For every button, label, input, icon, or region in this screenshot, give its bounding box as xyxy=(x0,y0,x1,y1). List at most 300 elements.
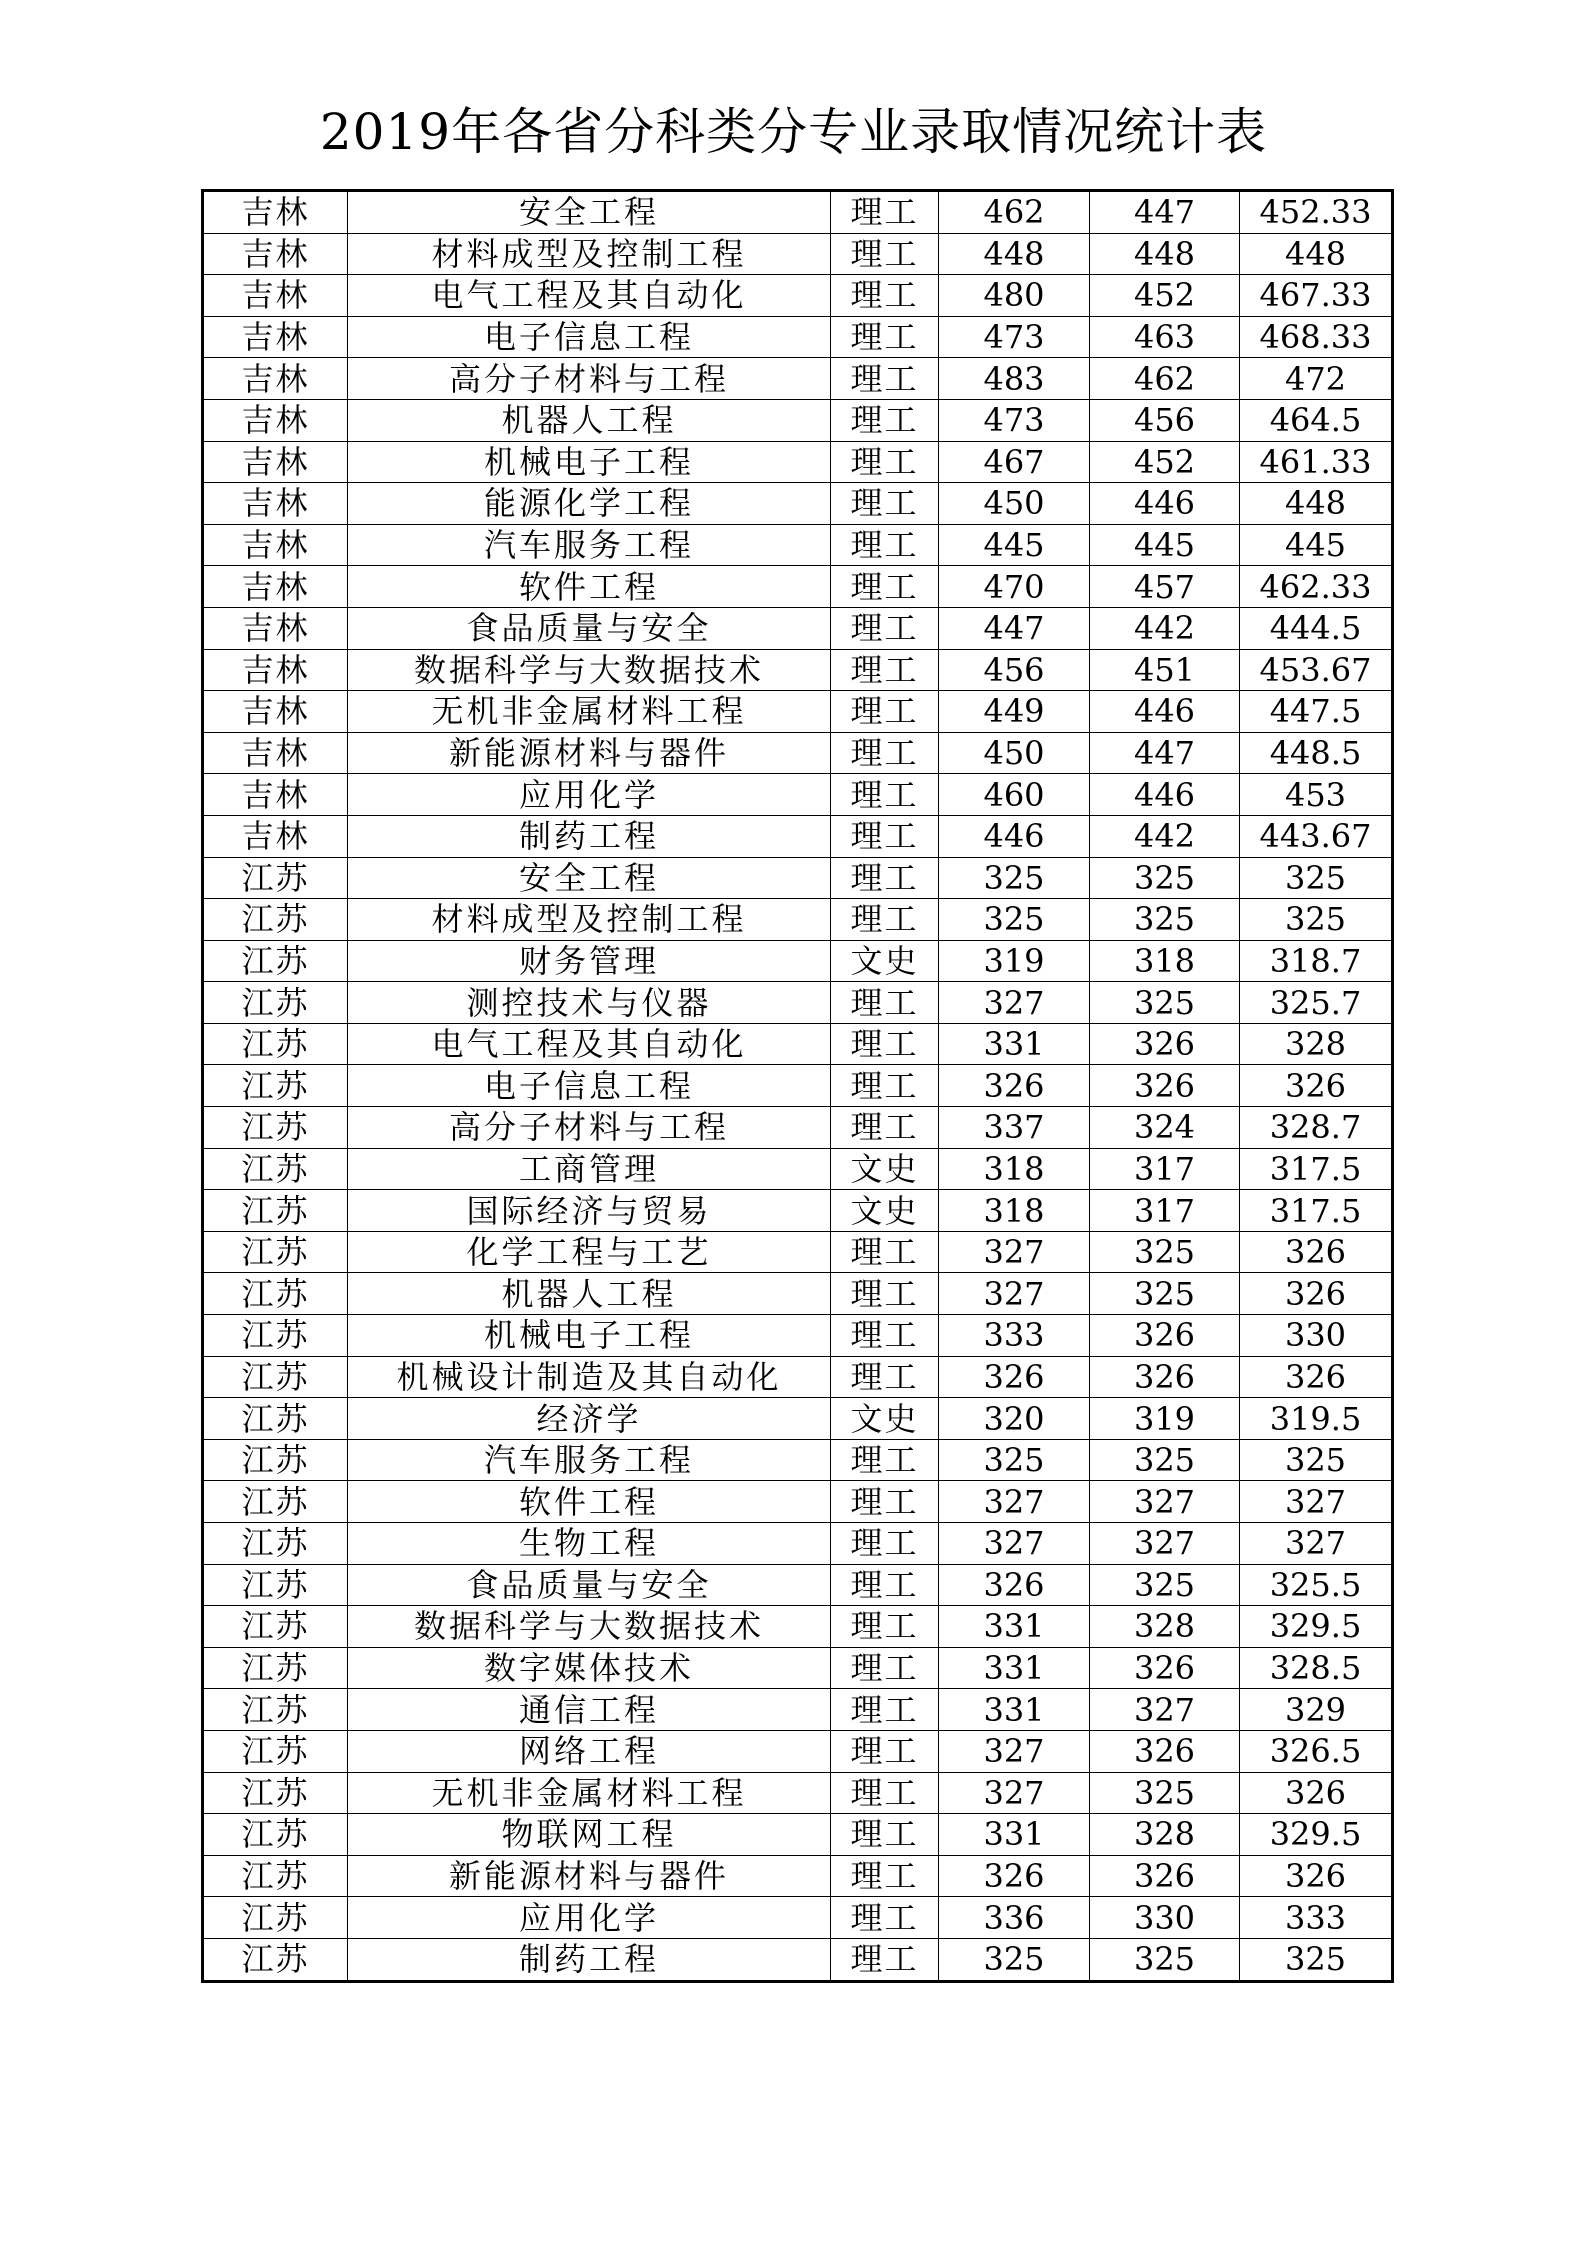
min-score-cell: 325 xyxy=(1090,1772,1240,1814)
table-row xyxy=(203,815,1393,857)
province-cell: 江苏 xyxy=(203,857,348,899)
province-cell: 江苏 xyxy=(203,1689,348,1731)
province-cell: 江苏 xyxy=(203,1897,348,1939)
max-score-cell: 331 xyxy=(939,1689,1090,1731)
table-row xyxy=(203,691,1393,733)
province-cell: 江苏 xyxy=(203,1772,348,1814)
max-score-cell: 325 xyxy=(939,1439,1090,1481)
min-score-cell: 447 xyxy=(1090,191,1240,234)
province-cell: 吉林 xyxy=(203,566,348,608)
category-cell: 理工 xyxy=(831,1606,939,1648)
table-row xyxy=(203,1065,1393,1107)
table-row xyxy=(203,1564,1393,1606)
max-score-cell: 325 xyxy=(939,857,1090,899)
max-score-cell: 480 xyxy=(939,275,1090,317)
table-row xyxy=(203,1938,1393,1981)
province-cell: 江苏 xyxy=(203,1439,348,1481)
major-cell: 经济学 xyxy=(348,1398,831,1440)
table-row xyxy=(203,1273,1393,1315)
category-cell: 理工 xyxy=(831,1647,939,1689)
major-cell: 无机非金属材料工程 xyxy=(348,691,831,733)
max-score-cell: 327 xyxy=(939,1481,1090,1523)
max-score-cell: 450 xyxy=(939,732,1090,774)
province-cell: 江苏 xyxy=(203,1065,348,1107)
table-row xyxy=(203,1148,1393,1190)
min-score-cell: 452 xyxy=(1090,275,1240,317)
table-row xyxy=(203,1023,1393,1065)
table-row xyxy=(203,649,1393,691)
major-cell: 电子信息工程 xyxy=(348,316,831,358)
major-cell: 化学工程与工艺 xyxy=(348,1231,831,1273)
min-score-cell: 326 xyxy=(1090,1065,1240,1107)
province-cell: 江苏 xyxy=(203,1481,348,1523)
max-score-cell: 336 xyxy=(939,1897,1090,1939)
avg-score-cell: 326 xyxy=(1240,1772,1393,1814)
category-cell: 理工 xyxy=(831,1231,939,1273)
avg-score-cell: 448.5 xyxy=(1240,732,1393,774)
min-score-cell: 317 xyxy=(1090,1190,1240,1232)
table-row xyxy=(203,1855,1393,1897)
major-cell: 物联网工程 xyxy=(348,1814,831,1856)
max-score-cell: 445 xyxy=(939,524,1090,566)
table-row xyxy=(203,1647,1393,1689)
major-cell: 数字媒体技术 xyxy=(348,1647,831,1689)
province-cell: 吉林 xyxy=(203,815,348,857)
major-cell: 高分子材料与工程 xyxy=(348,358,831,400)
category-cell: 理工 xyxy=(831,1855,939,1897)
avg-score-cell: 443.67 xyxy=(1240,815,1393,857)
max-score-cell: 450 xyxy=(939,483,1090,525)
table-row xyxy=(203,316,1393,358)
table-row xyxy=(203,607,1393,649)
max-score-cell: 470 xyxy=(939,566,1090,608)
table-row xyxy=(203,233,1393,275)
province-cell: 吉林 xyxy=(203,732,348,774)
min-score-cell: 451 xyxy=(1090,649,1240,691)
min-score-cell: 330 xyxy=(1090,1897,1240,1939)
avg-score-cell: 453.67 xyxy=(1240,649,1393,691)
min-score-cell: 326 xyxy=(1090,1356,1240,1398)
max-score-cell: 483 xyxy=(939,358,1090,400)
province-cell: 江苏 xyxy=(203,1273,348,1315)
table-body xyxy=(203,191,1393,1982)
min-score-cell: 327 xyxy=(1090,1689,1240,1731)
table-row xyxy=(203,275,1393,317)
category-cell: 理工 xyxy=(831,1065,939,1107)
min-score-cell: 325 xyxy=(1090,1273,1240,1315)
category-cell: 理工 xyxy=(831,857,939,899)
avg-score-cell: 318.7 xyxy=(1240,940,1393,982)
category-cell: 文史 xyxy=(831,1398,939,1440)
table-row xyxy=(203,899,1393,941)
min-score-cell: 317 xyxy=(1090,1148,1240,1190)
table-row xyxy=(203,1606,1393,1648)
major-cell: 财务管理 xyxy=(348,940,831,982)
category-cell: 理工 xyxy=(831,1772,939,1814)
category-cell: 理工 xyxy=(831,524,939,566)
avg-score-cell: 333 xyxy=(1240,1897,1393,1939)
province-cell: 吉林 xyxy=(203,233,348,275)
max-score-cell: 326 xyxy=(939,1356,1090,1398)
major-cell: 材料成型及控制工程 xyxy=(348,233,831,275)
major-cell: 无机非金属材料工程 xyxy=(348,1772,831,1814)
major-cell: 通信工程 xyxy=(348,1689,831,1731)
major-cell: 软件工程 xyxy=(348,1481,831,1523)
avg-score-cell: 447.5 xyxy=(1240,691,1393,733)
major-cell: 食品质量与安全 xyxy=(348,607,831,649)
min-score-cell: 442 xyxy=(1090,815,1240,857)
province-cell: 吉林 xyxy=(203,441,348,483)
table-row xyxy=(203,774,1393,816)
major-cell: 能源化学工程 xyxy=(348,483,831,525)
page-title: 2019年各省分科类分专业录取情况统计表 xyxy=(319,103,1268,161)
min-score-cell: 456 xyxy=(1090,399,1240,441)
table-row xyxy=(203,1190,1393,1232)
province-cell: 吉林 xyxy=(203,316,348,358)
table-row xyxy=(203,441,1393,483)
min-score-cell: 326 xyxy=(1090,1730,1240,1772)
avg-score-cell: 326 xyxy=(1240,1356,1393,1398)
major-cell: 机械电子工程 xyxy=(348,1315,831,1357)
max-score-cell: 327 xyxy=(939,1772,1090,1814)
avg-score-cell: 325 xyxy=(1240,1439,1393,1481)
table-row xyxy=(203,1814,1393,1856)
major-cell: 制药工程 xyxy=(348,1938,831,1981)
max-score-cell: 327 xyxy=(939,1730,1090,1772)
category-cell: 理工 xyxy=(831,399,939,441)
max-score-cell: 327 xyxy=(939,1523,1090,1565)
major-cell: 食品质量与安全 xyxy=(348,1564,831,1606)
province-cell: 吉林 xyxy=(203,191,348,234)
table-row xyxy=(203,1107,1393,1149)
avg-score-cell: 325 xyxy=(1240,1938,1393,1981)
province-cell: 江苏 xyxy=(203,1814,348,1856)
category-cell: 理工 xyxy=(831,982,939,1024)
category-cell: 理工 xyxy=(831,1814,939,1856)
max-score-cell: 473 xyxy=(939,316,1090,358)
province-cell: 江苏 xyxy=(203,1231,348,1273)
avg-score-cell: 325 xyxy=(1240,899,1393,941)
min-score-cell: 325 xyxy=(1090,1564,1240,1606)
category-cell: 理工 xyxy=(831,732,939,774)
min-score-cell: 463 xyxy=(1090,316,1240,358)
avg-score-cell: 444.5 xyxy=(1240,607,1393,649)
category-cell: 理工 xyxy=(831,316,939,358)
major-cell: 安全工程 xyxy=(348,857,831,899)
province-cell: 江苏 xyxy=(203,940,348,982)
major-cell: 高分子材料与工程 xyxy=(348,1107,831,1149)
table-row xyxy=(203,1481,1393,1523)
max-score-cell: 462 xyxy=(939,191,1090,234)
category-cell: 理工 xyxy=(831,483,939,525)
category-cell: 理工 xyxy=(831,691,939,733)
major-cell: 新能源材料与器件 xyxy=(348,1855,831,1897)
min-score-cell: 325 xyxy=(1090,899,1240,941)
major-cell: 应用化学 xyxy=(348,1897,831,1939)
avg-score-cell: 467.33 xyxy=(1240,275,1393,317)
min-score-cell: 328 xyxy=(1090,1606,1240,1648)
min-score-cell: 327 xyxy=(1090,1481,1240,1523)
avg-score-cell: 445 xyxy=(1240,524,1393,566)
max-score-cell: 325 xyxy=(939,899,1090,941)
category-cell: 理工 xyxy=(831,1439,939,1481)
avg-score-cell: 461.33 xyxy=(1240,441,1393,483)
major-cell: 新能源材料与器件 xyxy=(348,732,831,774)
major-cell: 软件工程 xyxy=(348,566,831,608)
min-score-cell: 327 xyxy=(1090,1523,1240,1565)
avg-score-cell: 329.5 xyxy=(1240,1606,1393,1648)
major-cell: 测控技术与仪器 xyxy=(348,982,831,1024)
table-row xyxy=(203,857,1393,899)
province-cell: 吉林 xyxy=(203,524,348,566)
category-cell: 理工 xyxy=(831,1523,939,1565)
avg-score-cell: 326 xyxy=(1240,1231,1393,1273)
table-row xyxy=(203,566,1393,608)
min-score-cell: 462 xyxy=(1090,358,1240,400)
avg-score-cell: 317.5 xyxy=(1240,1148,1393,1190)
province-cell: 江苏 xyxy=(203,1523,348,1565)
avg-score-cell: 327 xyxy=(1240,1523,1393,1565)
province-cell: 江苏 xyxy=(203,1606,348,1648)
province-cell: 吉林 xyxy=(203,358,348,400)
major-cell: 生物工程 xyxy=(348,1523,831,1565)
category-cell: 理工 xyxy=(831,1481,939,1523)
avg-score-cell: 472 xyxy=(1240,358,1393,400)
province-cell: 吉林 xyxy=(203,774,348,816)
avg-score-cell: 448 xyxy=(1240,483,1393,525)
min-score-cell: 448 xyxy=(1090,233,1240,275)
table-row xyxy=(203,1772,1393,1814)
avg-score-cell: 328 xyxy=(1240,1023,1393,1065)
min-score-cell: 446 xyxy=(1090,774,1240,816)
min-score-cell: 446 xyxy=(1090,691,1240,733)
category-cell: 理工 xyxy=(831,1356,939,1398)
category-cell: 文史 xyxy=(831,940,939,982)
category-cell: 理工 xyxy=(831,566,939,608)
major-cell: 工商管理 xyxy=(348,1148,831,1190)
major-cell: 汽车服务工程 xyxy=(348,1439,831,1481)
max-score-cell: 318 xyxy=(939,1190,1090,1232)
max-score-cell: 327 xyxy=(939,982,1090,1024)
avg-score-cell: 462.33 xyxy=(1240,566,1393,608)
avg-score-cell: 319.5 xyxy=(1240,1398,1393,1440)
min-score-cell: 326 xyxy=(1090,1855,1240,1897)
max-score-cell: 447 xyxy=(939,607,1090,649)
category-cell: 理工 xyxy=(831,1107,939,1149)
table-row xyxy=(203,1897,1393,1939)
min-score-cell: 325 xyxy=(1090,1938,1240,1981)
table-row xyxy=(203,358,1393,400)
min-score-cell: 325 xyxy=(1090,1439,1240,1481)
avg-score-cell: 329.5 xyxy=(1240,1814,1393,1856)
major-cell: 安全工程 xyxy=(348,191,831,234)
min-score-cell: 442 xyxy=(1090,607,1240,649)
table-row xyxy=(203,940,1393,982)
province-cell: 江苏 xyxy=(203,1356,348,1398)
table-row xyxy=(203,1315,1393,1357)
category-cell: 文史 xyxy=(831,1148,939,1190)
province-cell: 江苏 xyxy=(203,1730,348,1772)
major-cell: 国际经济与贸易 xyxy=(348,1190,831,1232)
category-cell: 理工 xyxy=(831,1564,939,1606)
avg-score-cell: 464.5 xyxy=(1240,399,1393,441)
province-cell: 江苏 xyxy=(203,1190,348,1232)
table-row xyxy=(203,1523,1393,1565)
province-cell: 江苏 xyxy=(203,982,348,1024)
max-score-cell: 456 xyxy=(939,649,1090,691)
category-cell: 理工 xyxy=(831,815,939,857)
category-cell: 理工 xyxy=(831,774,939,816)
major-cell: 电气工程及其自动化 xyxy=(348,275,831,317)
max-score-cell: 467 xyxy=(939,441,1090,483)
avg-score-cell: 329 xyxy=(1240,1689,1393,1731)
min-score-cell: 446 xyxy=(1090,483,1240,525)
max-score-cell: 325 xyxy=(939,1938,1090,1981)
table-row xyxy=(203,732,1393,774)
major-cell: 数据科学与大数据技术 xyxy=(348,1606,831,1648)
avg-score-cell: 325.7 xyxy=(1240,982,1393,1024)
category-cell: 理工 xyxy=(831,1023,939,1065)
max-score-cell: 326 xyxy=(939,1564,1090,1606)
max-score-cell: 326 xyxy=(939,1065,1090,1107)
table-row xyxy=(203,1231,1393,1273)
province-cell: 江苏 xyxy=(203,899,348,941)
avg-score-cell: 327 xyxy=(1240,1481,1393,1523)
province-cell: 江苏 xyxy=(203,1564,348,1606)
max-score-cell: 337 xyxy=(939,1107,1090,1149)
table-row xyxy=(203,191,1393,234)
avg-score-cell: 330 xyxy=(1240,1315,1393,1357)
major-cell: 电气工程及其自动化 xyxy=(348,1023,831,1065)
province-cell: 江苏 xyxy=(203,1148,348,1190)
max-score-cell: 331 xyxy=(939,1606,1090,1648)
province-cell: 江苏 xyxy=(203,1938,348,1981)
max-score-cell: 449 xyxy=(939,691,1090,733)
major-cell: 机器人工程 xyxy=(348,399,831,441)
table-row xyxy=(203,982,1393,1024)
major-cell: 机械设计制造及其自动化 xyxy=(348,1356,831,1398)
category-cell: 理工 xyxy=(831,441,939,483)
table-row xyxy=(203,1398,1393,1440)
province-cell: 吉林 xyxy=(203,399,348,441)
avg-score-cell: 468.33 xyxy=(1240,316,1393,358)
province-cell: 吉林 xyxy=(203,483,348,525)
min-score-cell: 447 xyxy=(1090,732,1240,774)
major-cell: 电子信息工程 xyxy=(348,1065,831,1107)
province-cell: 江苏 xyxy=(203,1107,348,1149)
major-cell: 材料成型及控制工程 xyxy=(348,899,831,941)
province-cell: 江苏 xyxy=(203,1855,348,1897)
max-score-cell: 327 xyxy=(939,1273,1090,1315)
province-cell: 吉林 xyxy=(203,607,348,649)
avg-score-cell: 326 xyxy=(1240,1065,1393,1107)
max-score-cell: 448 xyxy=(939,233,1090,275)
max-score-cell: 460 xyxy=(939,774,1090,816)
admission-table xyxy=(201,189,1394,1983)
province-cell: 江苏 xyxy=(203,1315,348,1357)
min-score-cell: 325 xyxy=(1090,857,1240,899)
table-row xyxy=(203,1689,1393,1731)
min-score-cell: 324 xyxy=(1090,1107,1240,1149)
avg-score-cell: 326 xyxy=(1240,1855,1393,1897)
avg-score-cell: 317.5 xyxy=(1240,1190,1393,1232)
table-row xyxy=(203,524,1393,566)
max-score-cell: 333 xyxy=(939,1315,1090,1357)
max-score-cell: 320 xyxy=(939,1398,1090,1440)
max-score-cell: 327 xyxy=(939,1231,1090,1273)
category-cell: 理工 xyxy=(831,1315,939,1357)
min-score-cell: 452 xyxy=(1090,441,1240,483)
category-cell: 理工 xyxy=(831,233,939,275)
max-score-cell: 326 xyxy=(939,1855,1090,1897)
avg-score-cell: 325.5 xyxy=(1240,1564,1393,1606)
category-cell: 理工 xyxy=(831,1689,939,1731)
min-score-cell: 325 xyxy=(1090,982,1240,1024)
category-cell: 理工 xyxy=(831,1938,939,1981)
max-score-cell: 331 xyxy=(939,1647,1090,1689)
max-score-cell: 331 xyxy=(939,1023,1090,1065)
major-cell: 机械电子工程 xyxy=(348,441,831,483)
table-row xyxy=(203,483,1393,525)
major-cell: 制药工程 xyxy=(348,815,831,857)
max-score-cell: 318 xyxy=(939,1148,1090,1190)
major-cell: 汽车服务工程 xyxy=(348,524,831,566)
province-cell: 吉林 xyxy=(203,275,348,317)
province-cell: 江苏 xyxy=(203,1023,348,1065)
category-cell: 理工 xyxy=(831,649,939,691)
min-score-cell: 328 xyxy=(1090,1814,1240,1856)
category-cell: 理工 xyxy=(831,899,939,941)
category-cell: 理工 xyxy=(831,275,939,317)
max-score-cell: 331 xyxy=(939,1814,1090,1856)
min-score-cell: 318 xyxy=(1090,940,1240,982)
avg-score-cell: 452.33 xyxy=(1240,191,1393,234)
category-cell: 理工 xyxy=(831,607,939,649)
category-cell: 理工 xyxy=(831,1897,939,1939)
category-cell: 理工 xyxy=(831,1730,939,1772)
major-cell: 应用化学 xyxy=(348,774,831,816)
min-score-cell: 326 xyxy=(1090,1647,1240,1689)
major-cell: 数据科学与大数据技术 xyxy=(348,649,831,691)
province-cell: 吉林 xyxy=(203,691,348,733)
table-row xyxy=(203,399,1393,441)
avg-score-cell: 453 xyxy=(1240,774,1393,816)
province-cell: 江苏 xyxy=(203,1398,348,1440)
avg-score-cell: 325 xyxy=(1240,857,1393,899)
avg-score-cell: 328.5 xyxy=(1240,1647,1393,1689)
category-cell: 理工 xyxy=(831,191,939,234)
avg-score-cell: 328.7 xyxy=(1240,1107,1393,1149)
major-cell: 网络工程 xyxy=(348,1730,831,1772)
table-row xyxy=(203,1730,1393,1772)
province-cell: 吉林 xyxy=(203,649,348,691)
major-cell: 机器人工程 xyxy=(348,1273,831,1315)
category-cell: 理工 xyxy=(831,1273,939,1315)
province-cell: 江苏 xyxy=(203,1647,348,1689)
avg-score-cell: 326 xyxy=(1240,1273,1393,1315)
max-score-cell: 473 xyxy=(939,399,1090,441)
min-score-cell: 326 xyxy=(1090,1315,1240,1357)
category-cell: 理工 xyxy=(831,358,939,400)
table-row xyxy=(203,1439,1393,1481)
category-cell: 文史 xyxy=(831,1190,939,1232)
avg-score-cell: 448 xyxy=(1240,233,1393,275)
min-score-cell: 325 xyxy=(1090,1231,1240,1273)
max-score-cell: 319 xyxy=(939,940,1090,982)
min-score-cell: 457 xyxy=(1090,566,1240,608)
avg-score-cell: 326.5 xyxy=(1240,1730,1393,1772)
min-score-cell: 326 xyxy=(1090,1023,1240,1065)
